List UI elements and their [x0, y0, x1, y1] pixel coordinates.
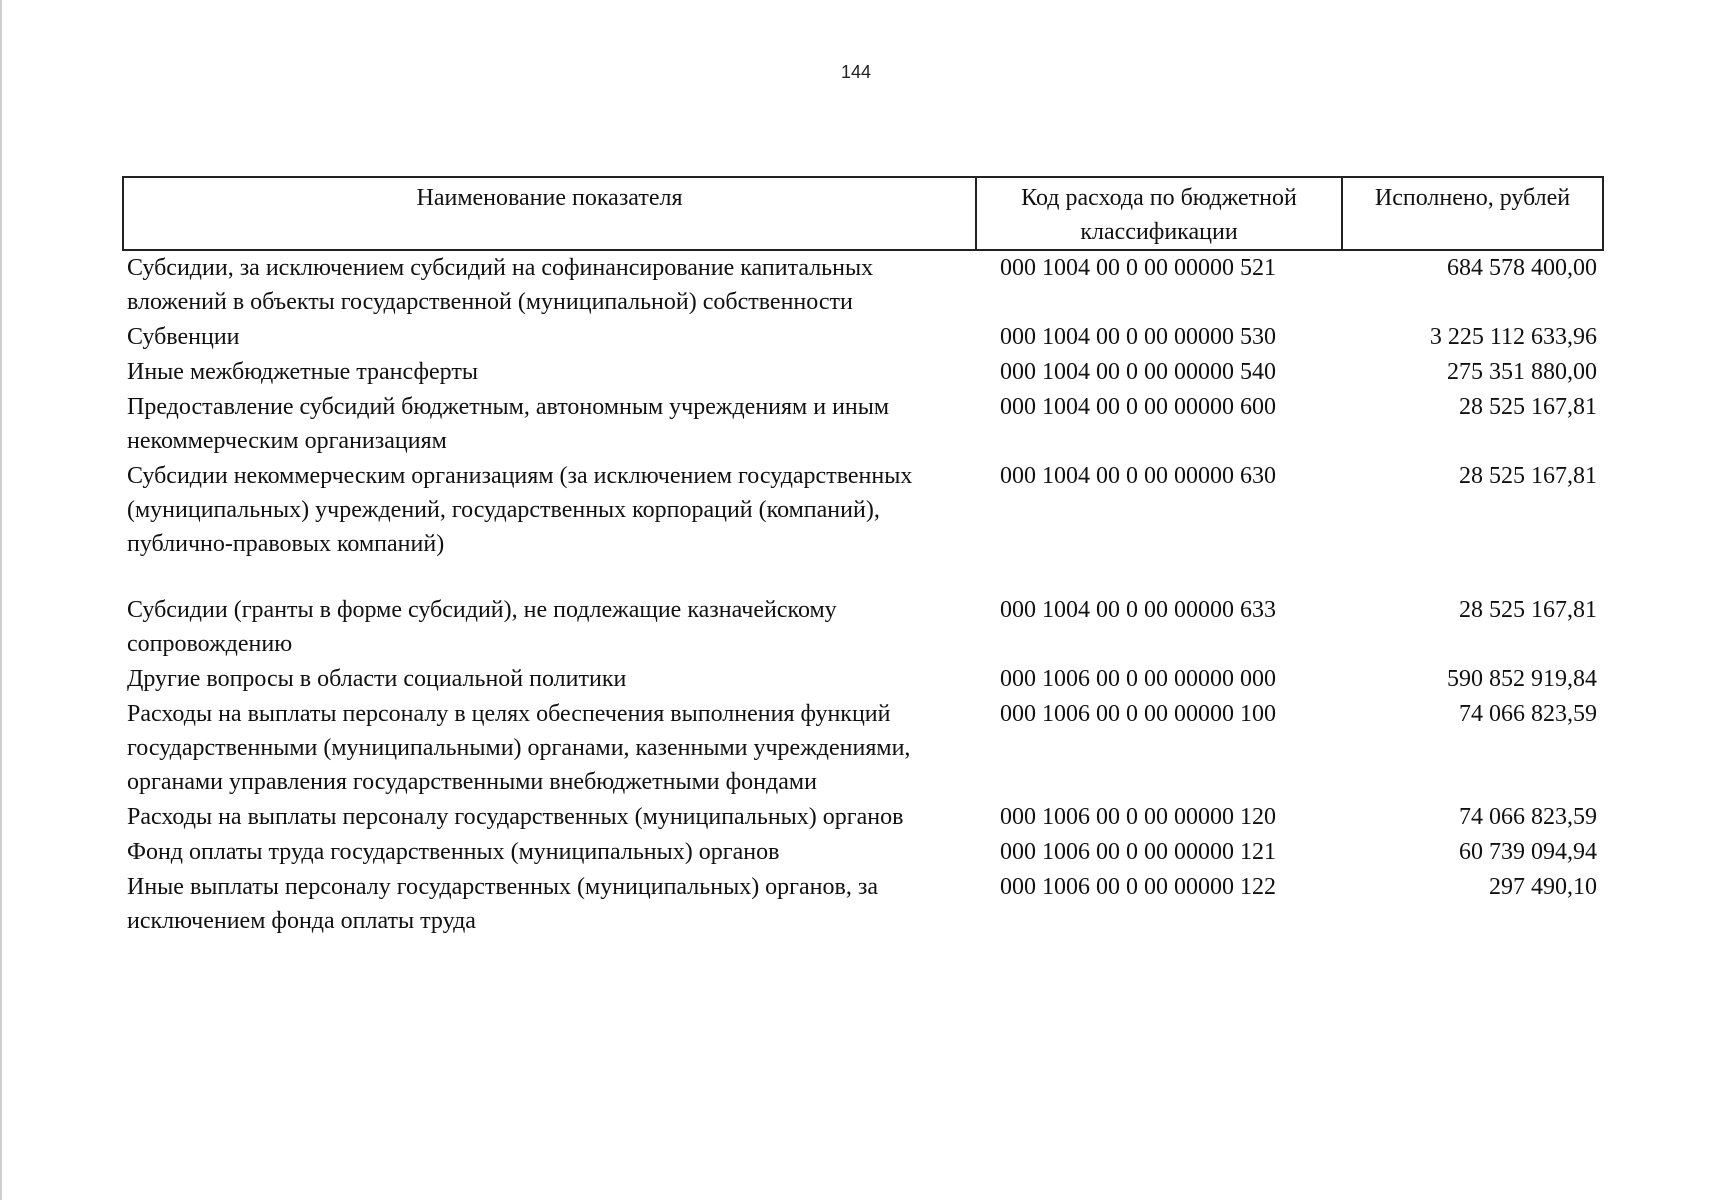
row-amount: 28 525 167,81: [1459, 463, 1597, 489]
table-row: [123, 662, 1603, 697]
row-amount: 3 225 112 633,96: [1429, 324, 1597, 350]
row-amount: 297 490,10: [1489, 874, 1597, 900]
row-name: Расходы на выплаты персоналу государственных (муниципальных) органов: [127, 804, 904, 830]
row-name: Иные выплаты персоналу государственных (муниципальных) органов, за исключением фонда оплаты труда: [127, 874, 878, 934]
row-amount: 684 578 400,00: [1447, 255, 1597, 281]
row-name: Субвенции: [127, 324, 240, 350]
row-code: 000 1006 00 0 00 00000 120: [1000, 804, 1276, 830]
row-amount: 60 739 094,94: [1459, 839, 1597, 865]
row-code: 000 1006 00 0 00 00000 121: [1000, 839, 1276, 865]
row-code: 000 1004 00 0 00 00000 540: [1000, 359, 1276, 385]
header-executed-amount: Исполнено, рублей: [1342, 177, 1603, 250]
row-amount: 28 525 167,81: [1459, 597, 1597, 623]
row-name: Расходы на выплаты персоналу в целях обеспечения выполнения функций государственными (муниципальными) органами, казенными учреждениями, органами управления государственными внебюджетными фондами: [127, 701, 911, 795]
row-amount: 275 351 880,00: [1447, 359, 1597, 385]
row-code: 000 1004 00 0 00 00000 630: [1000, 463, 1276, 489]
table-row: [123, 459, 1603, 593]
row-name: Субсидии некоммерческим организациям (за исключением государственных (муниципальных) учреждений, государственных корпораций (компаний), публично-правовых компаний): [127, 463, 913, 557]
row-code: 000 1006 00 0 00 00000 122: [1000, 874, 1276, 900]
row-amount: 28 525 167,81: [1459, 394, 1597, 420]
row-amount: 74 066 823,59: [1459, 804, 1597, 830]
row-amount: 590 852 919,84: [1447, 666, 1597, 692]
table-row: [123, 355, 1603, 390]
page-number: 144: [840, 62, 872, 82]
table-row: [123, 320, 1603, 355]
row-amount: 74 066 823,59: [1459, 701, 1597, 727]
table-header-row: [123, 177, 1603, 250]
scan-edge: [0, 0, 2, 1200]
table-row: [123, 835, 1603, 870]
table-row: [123, 870, 1603, 939]
row-name: Другие вопросы в области социальной политики: [127, 666, 627, 692]
row-code: 000 1006 00 0 00 00000 000: [1000, 666, 1276, 692]
expenditure-table: [122, 176, 1604, 939]
table-row: [123, 800, 1603, 835]
row-name: Субсидии (гранты в форме субсидий), не подлежащие казначейскому сопровождению: [127, 597, 837, 657]
header-indicator-name: Наименование показателя: [123, 177, 976, 250]
table-row: [123, 697, 1603, 800]
header-budget-code: Код расхода по бюджетной классификации: [976, 177, 1342, 250]
table-row: [123, 593, 1603, 662]
table-row: [123, 250, 1603, 320]
row-name: Фонд оплаты труда государственных (муниципальных) органов: [127, 839, 780, 865]
row-code: 000 1004 00 0 00 00000 600: [1000, 394, 1276, 420]
row-name: Иные межбюджетные трансферты: [127, 359, 478, 385]
row-name: Субсидии, за исключением субсидий на софинансирование капитальных вложений в объекты государственной (муниципальной) собственности: [127, 255, 874, 315]
row-code: 000 1004 00 0 00 00000 633: [1000, 597, 1276, 623]
row-code: 000 1004 00 0 00 00000 521: [1000, 255, 1276, 281]
row-code: 000 1006 00 0 00 00000 100: [1000, 701, 1276, 727]
row-code: 000 1004 00 0 00 00000 530: [1000, 324, 1276, 350]
table-row: [123, 390, 1603, 459]
row-name: Предоставление субсидий бюджетным, автономным учреждениям и иным некоммерческим организациям: [127, 394, 890, 454]
